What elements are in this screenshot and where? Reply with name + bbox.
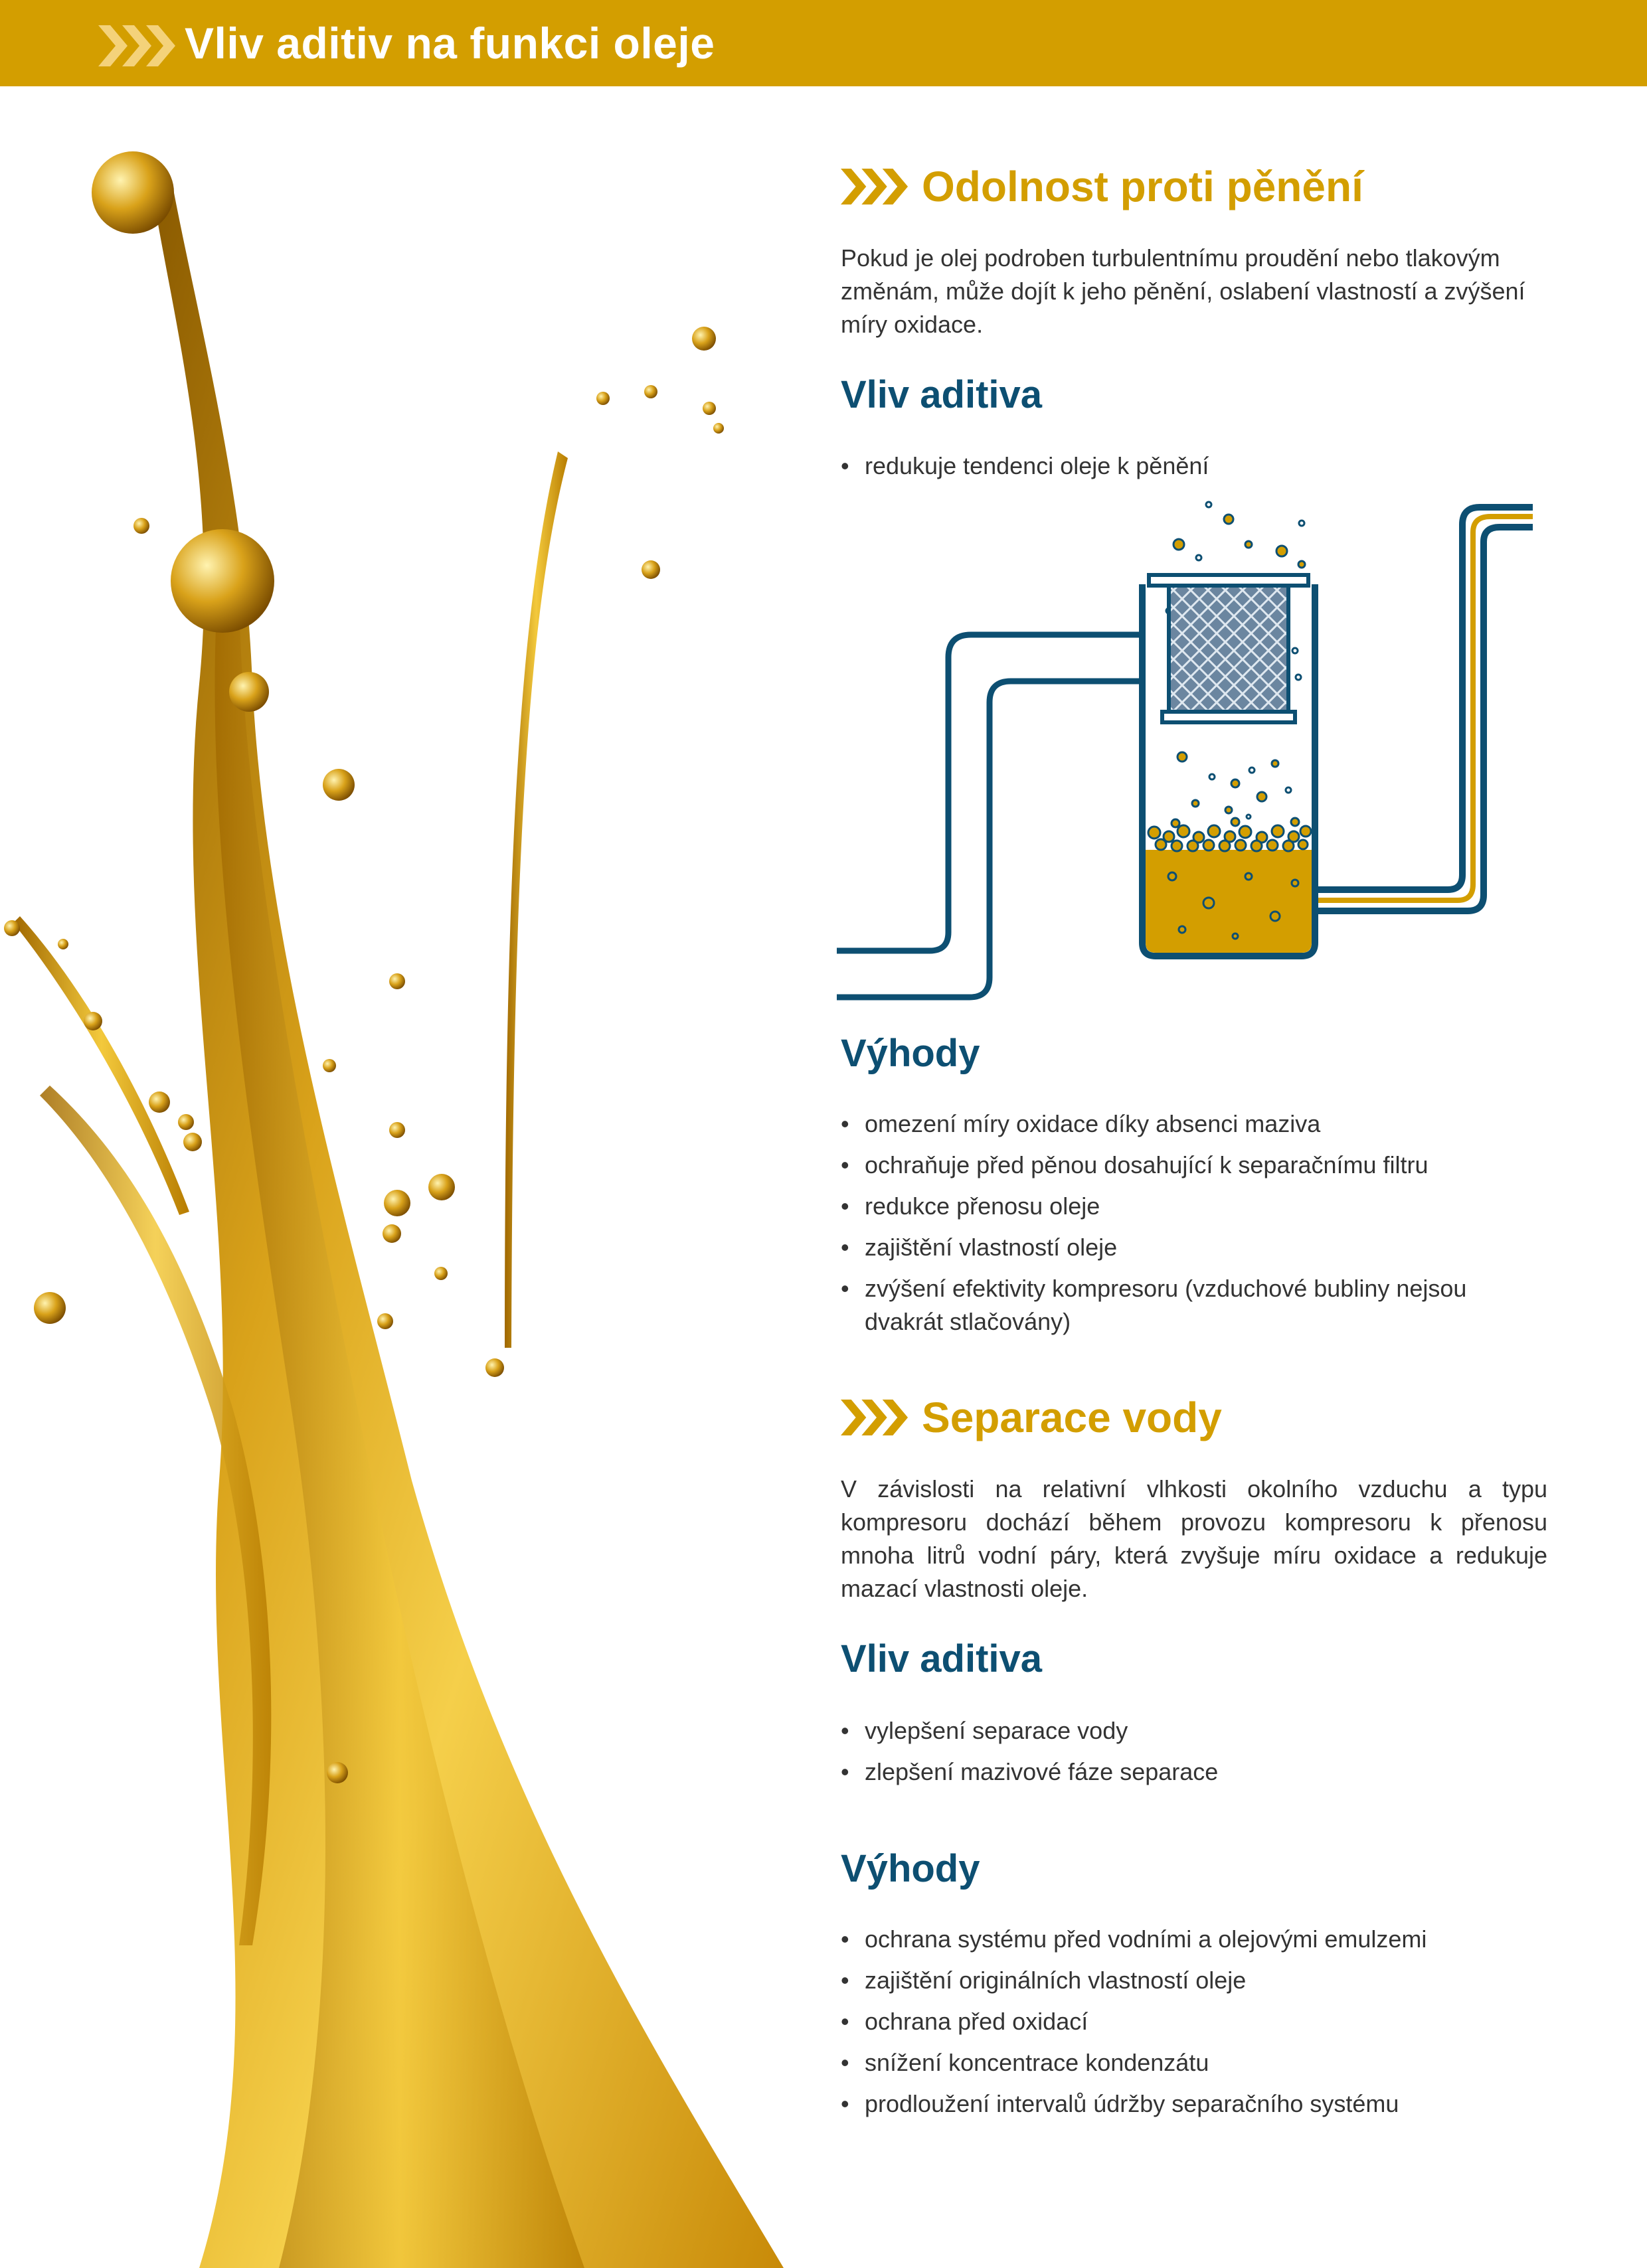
header-bar [0,0,1647,86]
page-title: Vliv aditiv na funkci oleje [185,19,715,68]
chevron-triple-icon [841,169,912,204]
list-item: • zvýšení efektivity kompresoru (vzduchové bubliny nejsou dvakrát stlačovány) [841,1272,1547,1338]
list-item: • ochraňuje před pěnou dosahující k separačnímu filtru [841,1149,1547,1182]
list-item: • omezení míry oxidace díky absenci maziva [841,1107,1547,1141]
section-heading-water [841,1388,1222,1447]
section-title: Odolnost proti pěnění [922,163,1363,210]
subheading-benefits: Výhody [841,1847,980,1890]
list-item: • ochrana systému před vodními a olejovými emulzemi [841,1923,1547,1956]
subheading-effect: Vliv aditiva [841,1637,1043,1680]
list-item: • redukuje tendenci oleje k pěnění [841,449,1547,483]
chevron-triple-icon [98,25,181,66]
list-item: • redukce přenosu oleje [841,1190,1547,1223]
section-title: Separace vody [922,1394,1222,1441]
oil-splash-illustration [0,86,784,2268]
subheading-effect: Vliv aditiva [841,373,1043,416]
chevron-triple-icon [841,1400,912,1435]
list-item: • snížení koncentrace kondenzátu [841,2046,1547,2079]
separator-diagram [837,478,1554,1009]
section-heading-foam [841,157,1363,216]
list-item: • zajištění originálních vlastností oleje [841,1964,1547,1997]
list-item: • vylepšení separace vody [841,1714,1547,1747]
list-item: • zlepšení mazivové fáze separace [841,1755,1547,1789]
effect-list [841,1714,1547,1797]
subheading-benefits: Výhody [841,1032,980,1075]
list-item: • zajištění vlastností oleje [841,1231,1547,1264]
section-paragraph: V závislosti na relativní vlhkosti okolního vzduchu a typu kompresoru dochází během provozu kompresoru k přenosu mnoha litrů vodní páry, která zvyšuje míru oxidace a redukuje mazací vlastnosti oleje. [841,1475,1547,1602]
list-item: • ochrana před oxidací [841,2005,1547,2038]
section-paragraph: Pokud je olej podroben turbulentnímu proudění nebo tlakovým změnám, může dojít k jeho pěnění, oslabení vlastností a zvýšení míry oxidace. [841,244,1525,338]
list-item: • prodloužení intervalů údržby separačního systému [841,2087,1547,2121]
benefits-list [841,1923,1547,2129]
benefits-list [841,1107,1547,1346]
